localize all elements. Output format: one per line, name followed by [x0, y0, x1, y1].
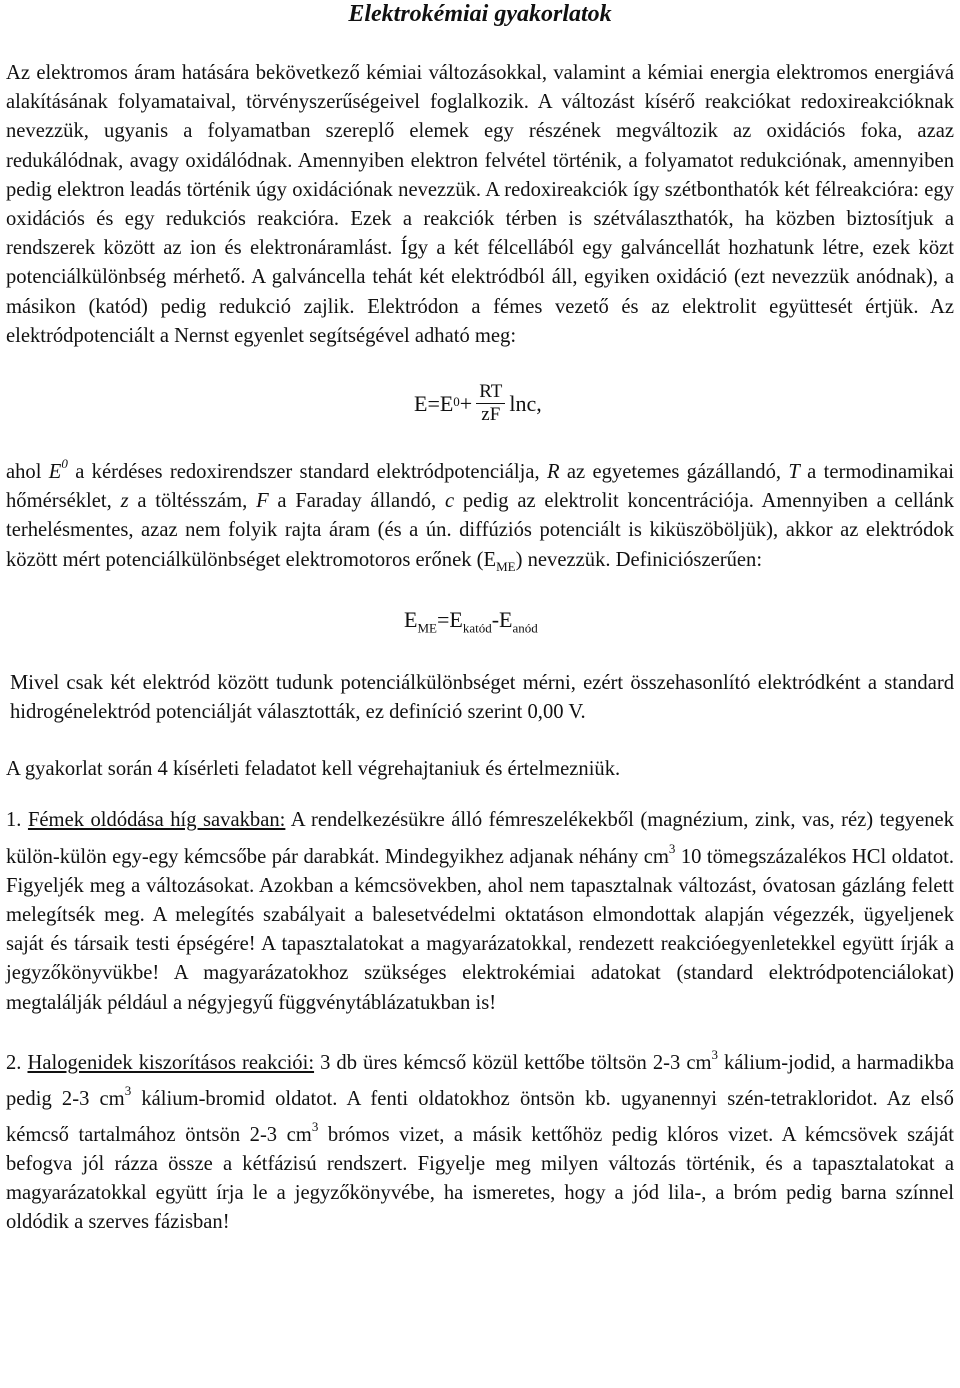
var-c: c — [444, 490, 455, 513]
task-2-text: kálium-bromid oldatot. A fenti oldatokhoz öntsön kb. ugyanennyi szén-tetrakloridot. Az első kémcső tartalmához öntsön 2-3 cm — [6, 1087, 954, 1146]
nernst-lhs: E=E — [414, 390, 454, 416]
task-1-text: 10 tömegszázalékos HCl oldatot. Figyeljék meg a változásokat. Azokban a kémcsövekben, ahol nem tapasztalnak változást, óvatosan gázláng felett melegítsék meg. A melegítés szabályait a balesetvédelmi oktatáson elmondottak alapján végezzék, ügyeljenek saját és társaik testi épségére! A tapasztalatokat a magyarázatokkal, rendezett reakcióegyenletekkel együtt írják a jegyzőkönyvükbe! A magyarázatokhoz szükséges elektrokémiai adatokat (standard elektródpotenciálokat) megtalálják például a négyjegyű függvénytáblázatukban is! — [6, 845, 954, 1014]
emf-equation — [6, 607, 954, 647]
explanation-text: ahol — [6, 460, 49, 483]
emf-sub-anod: anód — [512, 620, 538, 636]
var-t: T — [788, 460, 800, 483]
explanation-text: a kérdéses redoxirendszer standard elektródpotenciálja, — [67, 460, 547, 483]
tasks-intro-paragraph: A gyakorlat során 4 kísérleti feladatot kell végrehajtaniuk és értelmezniük. — [6, 758, 621, 781]
page-title: Elektrokémiai gyakorlatok — [348, 1, 612, 27]
task-2-paragraph — [6, 1042, 954, 1238]
task-2-heading: Halogenidek kiszorításos reakciói: — [27, 1051, 315, 1074]
emf-eq: =E — [436, 606, 463, 632]
nernst-denominator: zF — [481, 404, 501, 426]
var-e-sup: 0 — [61, 456, 68, 472]
task-1-text: A rendelkezésükre álló fémreszelékekből (magnézium, zink, vas, réz) tegyenek külön-külön egy-egy kémcsőbe pár darabkát. Mindegyikhez adjanak néhány cm — [6, 809, 954, 868]
task-2-sup: 3 — [311, 1118, 319, 1134]
explanation-paragraph — [6, 451, 954, 581]
nernst-numerator: RT — [476, 381, 505, 404]
var-z: z — [120, 490, 129, 513]
task-1-heading: Fémek oldódása híg savakban: — [27, 809, 286, 832]
nernst-fraction — [476, 381, 505, 426]
emf-sub-me: ME — [417, 620, 437, 636]
task-1-paragraph — [6, 806, 954, 1017]
var-f: F — [256, 490, 269, 513]
task-2-text: brómos vizet, a másik kettőhöz pedig klóros vizet. A kémcsövek száját befogva jól rázza össze a kétfázisú rendszert. Figyelje meg milyen változás történik, és a tapasztalatokat a magyarázatokkal együtt írja le a jegyzőkönyvébe, ha ismeretes, hogy a jód lila-, a bróm pedig barna színnel oldódik a szerves fázisban! — [6, 1123, 954, 1234]
explanation-text: ) nevezzük. Definiciószerűen: — [515, 548, 763, 571]
emf-e: E — [404, 606, 418, 632]
emf-subscript: ME — [496, 558, 516, 574]
task-1-number: 1. — [6, 809, 28, 832]
intro-paragraph: Az elektromos áram hatására bekövetkező kémiai változásokkal, valamint a kémiai energia elektromos energiává alakításának folyamataival, törvényszerűségeivel foglalkozik. A változást kísérő reakciókat redoxireakcióknak nevezzük, ugyanis a folyamatban szereplő elemek egy részének megváltozik az oxidációs foka, azaz redukálódnak, avagy oxidálódnak. Amennyiben elektron felvétel történik, a folyamatot redukciónak, amennyiben pedig elektron leadás történik úgy oxidációnak nevezzük. A redoxireakciók így szétbonthatók két félreakcióra: egy oxidációs és egy redukciós reakcióra. Ezek a reakciók térben is szétválaszthatók, ha közben biztosítjuk a rendszerek között az ion és elektronáramlást. Így a két félcellából egy galváncellát hozhatunk létre, ezek közt potenciálkülönbség mérhető. A galváncella tehát két elektródból áll, egyiken oxidáció (ezt nevezzük anódnak), a másikon (katód) pedig redukció zajlik. Elektródon a fémes vezető és az elektrolit együttesét értjük. Az elektródpotenciált a Nernst egyenlet segítségével adható meg: — [6, 62, 954, 347]
task-2-number: 2. — [6, 1051, 28, 1074]
reference-paragraph: Mivel csak két elektród között tudunk potenciálkülönbséget mérni, ezért összehasonlító elektródként a standard hidrogénelektród potenciálját választották, ez definíció szerint 0,00 V. — [10, 671, 954, 724]
explanation-text: pedig az elektrolit koncentrációja. Amennyiben a cellánk terhelésmentes, azaz nem folyik rajta áram (és a ún. diffúziós potenciált is kiküszöböljük), akkor az elektródok között mért potenciálkülönbséget elektromotoros erőnek (E — [6, 490, 954, 571]
explanation-text: a termodinamikai hőmérséklet, — [6, 460, 955, 513]
task-2-text: kálium-jodid, a harmadikba pedig 2-3 cm — [6, 1051, 954, 1110]
explanation-text: a Faraday állandó, — [268, 490, 445, 513]
emf-minus: -E — [491, 606, 513, 632]
task-2-text: 3 db üres kémcső közül kettőbe töltsön 2-3 cm — [314, 1051, 712, 1074]
nernst-sup: 0 — [453, 393, 460, 409]
emf-sub-katod: katód — [462, 620, 492, 636]
nernst-rhs: lnc, — [509, 390, 542, 416]
nernst-plus: + — [459, 390, 473, 416]
task-2-sup: 3 — [124, 1082, 132, 1098]
nernst-equation — [6, 359, 954, 437]
explanation-text: az egyetemes gázállandó, — [559, 460, 789, 483]
task-2-sup: 3 — [711, 1046, 718, 1062]
explanation-text: a töltésszám, — [128, 490, 257, 513]
var-r: R — [546, 460, 560, 483]
task-1-sup: 3 — [668, 840, 676, 856]
var-e: E — [48, 460, 62, 483]
